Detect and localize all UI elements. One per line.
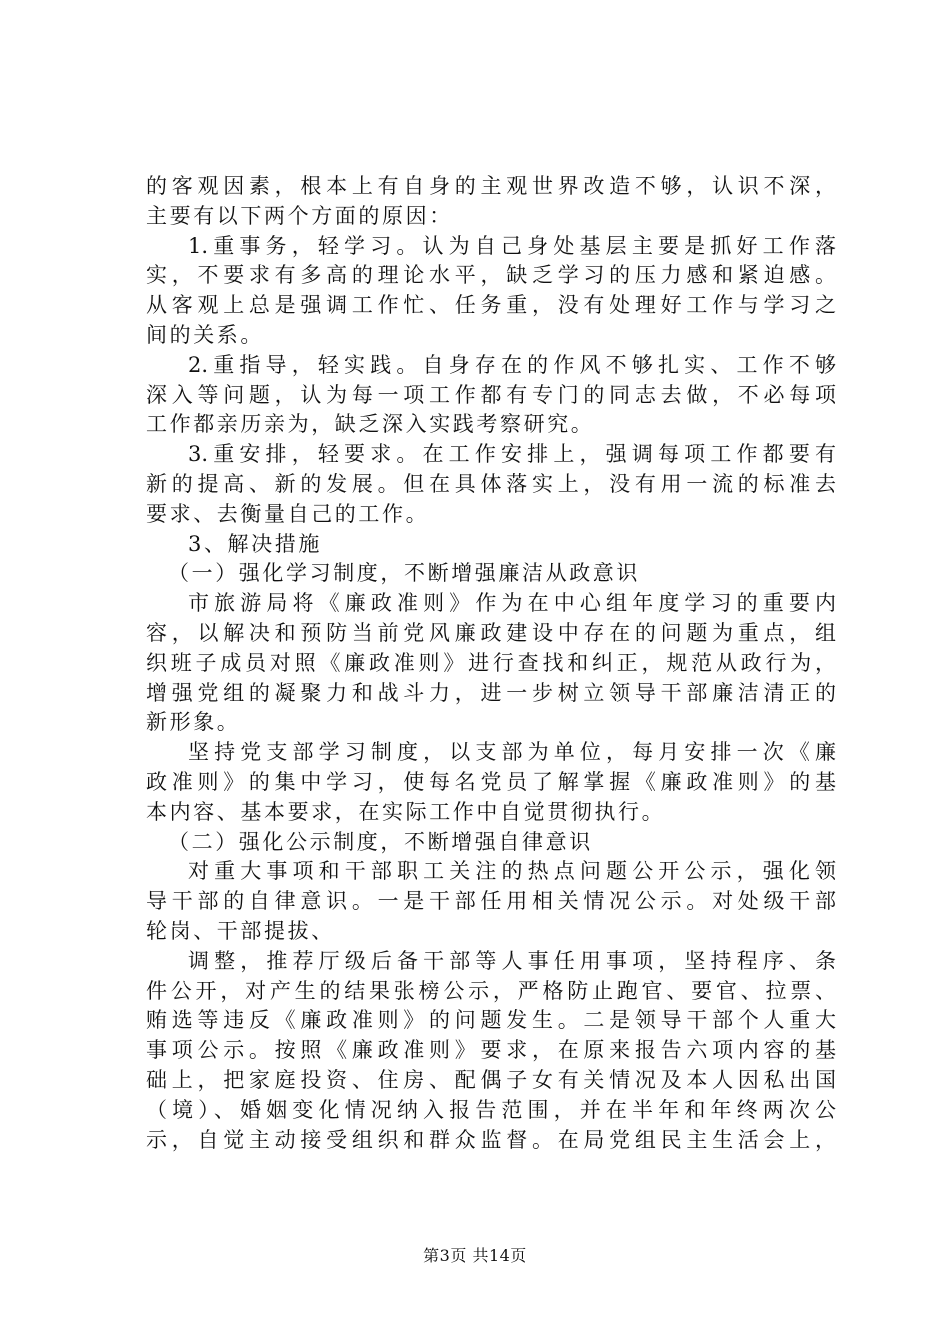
body-text (146, 172, 836, 1155)
text-line: 对重大事项和干部职工关注的热点问题公开公示，强化领 (188, 859, 836, 884)
text-line: 坚持党支部学习制度，以支部为单位，每月安排一次《廉 (188, 740, 836, 765)
text-line: 容，以解决和预防当前党风廉政建设中存在的问题为重点，组 (146, 620, 836, 645)
text-line: （境）、婚姻变化情况纳入报告范围，并在半年和年终两次公 (146, 1097, 836, 1122)
text-line: 深入等问题，认为每一项工作都有专门的同志去做，不必每项 (146, 382, 836, 407)
text-line: 的客观因素，根本上有自身的主观世界改造不够，认识不深， (146, 174, 836, 198)
text-line: 织班子成员对照《廉政准则》进行查找和纠正，规范从政行为， (146, 650, 836, 675)
text-line: 从客观上总是强调工作忙、任务重，没有处理好工作与学习之 (146, 293, 836, 318)
text-line: 工作都亲历亲为，缺乏深入实践考察研究。 (146, 412, 595, 437)
text-line: 新形象。 (146, 710, 241, 735)
text-line: 导干部的自律意识。一是干部任用相关情况公示。对处级干部 (146, 889, 836, 914)
text-line: 件公开，对产生的结果张榜公示，严格防止跑官、要官、拉票、 (146, 978, 836, 1003)
text-line: 要求、去衡量自己的工作。 (146, 501, 430, 526)
text-line: 础上，把家庭投资、住房、配偶子女有关情况及本人因私出国 (146, 1067, 836, 1092)
text-line: 市旅游局将《廉政准则》作为在中心组年度学习的重要内 (188, 591, 836, 616)
text-line: 增强党组的凝聚力和战斗力，进一步树立领导干部廉洁清正的 (146, 680, 836, 705)
text-line: 贿选等违反《廉政准则》的问题发生。二是领导干部个人重大 (146, 1008, 836, 1033)
text-line: 1.重事务，轻学习。认为自己身处基层主要是抓好工作落 (188, 233, 836, 258)
page-number-footer: 第3页 共14页 (423, 1246, 527, 1265)
text-line: 3.重安排，轻要求。在工作安排上，强调每项工作都要有 (188, 442, 836, 467)
text-line: 间的关系。 (146, 322, 264, 347)
text-line: 调整，推荐厅级后备干部等人事任用事项，坚持程序、条 (188, 948, 836, 973)
section-heading: 3、解决措施 (188, 531, 322, 556)
subsection-heading: （一）强化学习制度，不断增强廉洁从政意识 (168, 561, 640, 586)
text-line: 轮岗、干部提拔、 (146, 918, 335, 943)
text-line: 新的提高、新的发展。但在具体落实上，没有用一流的标准去 (146, 471, 836, 496)
text-line: 主要有以下两个方面的原因： (146, 203, 453, 228)
text-line: 政准则》的集中学习，使每名党员了解掌握《廉政准则》的基 (146, 769, 836, 794)
text-line: 事项公示。按照《廉政准则》要求，在原来报告六项内容的基 (146, 1038, 836, 1063)
text-line: 实，不要求有多高的理论水平，缺乏学习的压力感和紧迫感。 (146, 263, 836, 288)
subsection-heading: （二）强化公示制度，不断增强自律意识 (168, 829, 593, 854)
text-line: 2.重指导，轻实践。自身存在的作风不够扎实、工作不够 (188, 352, 836, 377)
text-line: 示，自觉主动接受组织和群众监督。在局党组民主生活会上， (146, 1127, 836, 1152)
text-line: 本内容、基本要求，在实际工作中自觉贯彻执行。 (146, 799, 666, 824)
